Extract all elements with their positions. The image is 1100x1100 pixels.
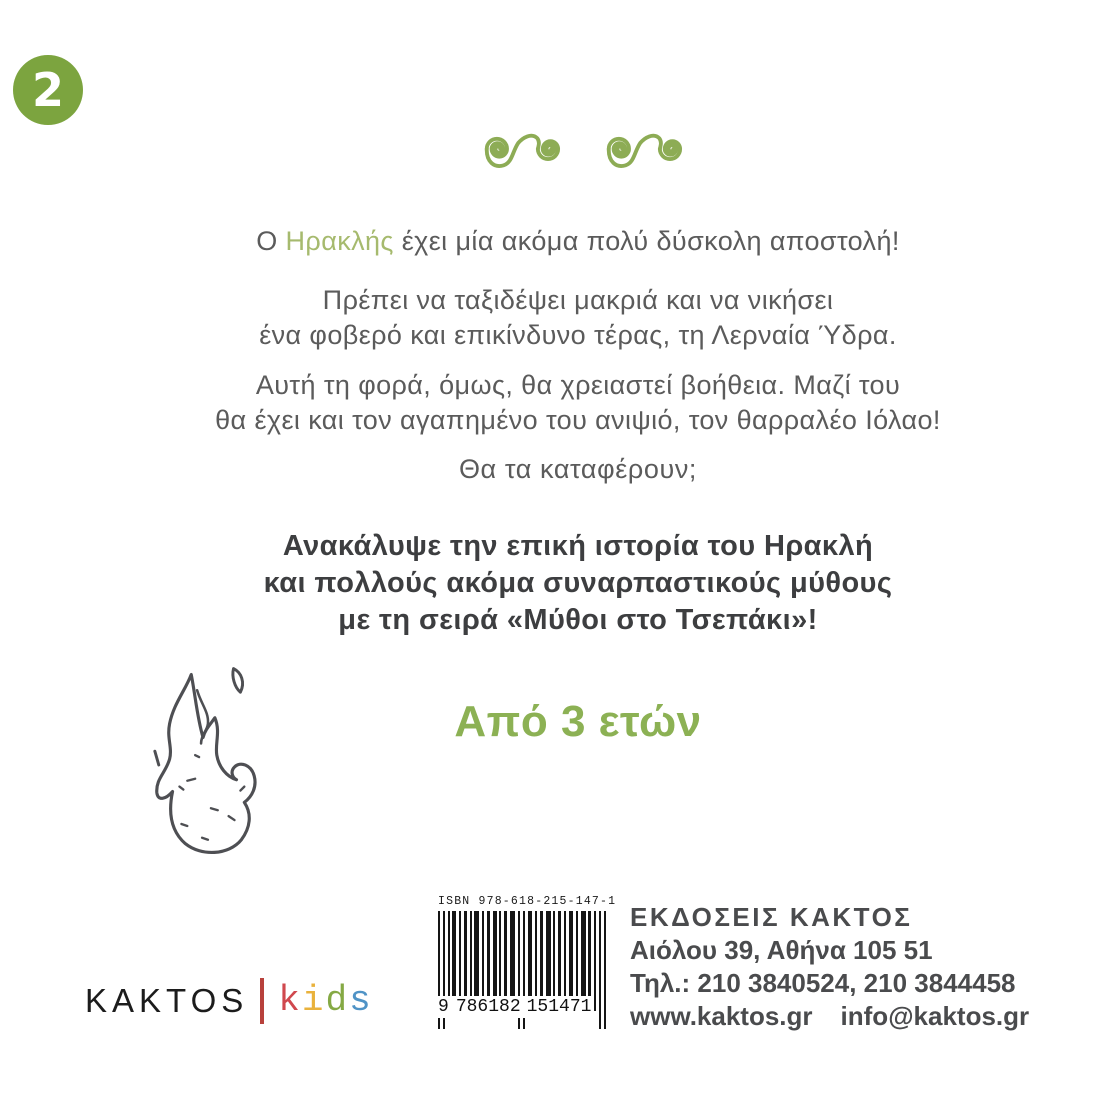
page-number-badge — [13, 55, 83, 125]
blurb-paragraph-1 — [0, 224, 1100, 259]
blurb-question: Θα τα καταφέρουν; — [458, 454, 698, 484]
barcode-digit-group: 151471 — [524, 996, 595, 1018]
blurb-paragraph-3 — [0, 368, 1100, 438]
barcode-digits — [438, 996, 606, 1018]
spiral-ornament-icon — [466, 120, 576, 174]
website-link[interactable]: www.kaktos.gr — [630, 1001, 813, 1031]
publisher-info — [630, 901, 1029, 1033]
publisher-logo — [85, 978, 373, 1024]
blurb-paragraph-2 — [0, 283, 1100, 353]
publisher-address: Αιόλου 39, Αθήνα 105 51 — [630, 935, 933, 965]
promo-line: Ανακάλυψε την επική ιστορία του Ηρακλή — [282, 530, 874, 562]
blurb-line1-prefix: Ο — [256, 226, 286, 256]
publisher-phones: Τηλ.: 210 3840524, 210 3844458 — [630, 968, 1016, 998]
blurb-line1-rest: έχει μία ακόμα πολύ δύσκολη αποστολή! — [393, 226, 900, 256]
brand-wordmark: KAKTOS — [85, 982, 249, 1019]
email-link[interactable]: info@kaktos.gr — [840, 1001, 1030, 1031]
blurb-line: θα έχει και τον αγαπημένο του ανιψιό, τον θαρραλέο Ιόλαο! — [215, 405, 941, 435]
spiral-ornament-icon — [588, 120, 698, 174]
page-number: 2 — [31, 63, 64, 117]
age-rating: Από 3 ετών — [454, 697, 702, 746]
blurb-line: Αυτή τη φορά, όμως, θα χρειαστεί βοήθεια. Μαζί του — [255, 370, 901, 400]
logo-kids-wordmark — [278, 978, 372, 1024]
logo-letter: k — [278, 980, 302, 1021]
logo-letter: d — [325, 980, 350, 1021]
flame-sketch-icon — [146, 660, 264, 868]
barcode-digit-group: 786182 — [453, 996, 524, 1018]
isbn-text: ISBN 978-618-215-147-1 — [438, 895, 617, 908]
blurb-line: Πρέπει να ταξιδέψει μακριά και να νικήσει — [322, 285, 834, 315]
spiral-ornaments — [466, 120, 698, 174]
barcode-digit-lead: 9 — [438, 996, 453, 1018]
logo-letter: s — [349, 980, 373, 1021]
logo-divider — [260, 978, 264, 1024]
publisher-name: ΕΚΔΟΣΕΙΣ ΚΑΚΤΟΣ — [630, 902, 913, 932]
barcode — [438, 895, 617, 1031]
logo-letter: i — [301, 980, 326, 1021]
promo-text — [0, 528, 1100, 639]
blurb-line: ένα φοβερό και επικίνδυνο τέρας, τη Λερναία Ύδρα. — [259, 320, 897, 350]
promo-line: με τη σειρά «Μύθοι στο Τσεπάκι»! — [338, 604, 818, 636]
hero-name: Ηρακλής — [285, 226, 394, 256]
promo-line: και πολλούς ακόμα συναρπαστικούς μύθους — [263, 567, 893, 599]
